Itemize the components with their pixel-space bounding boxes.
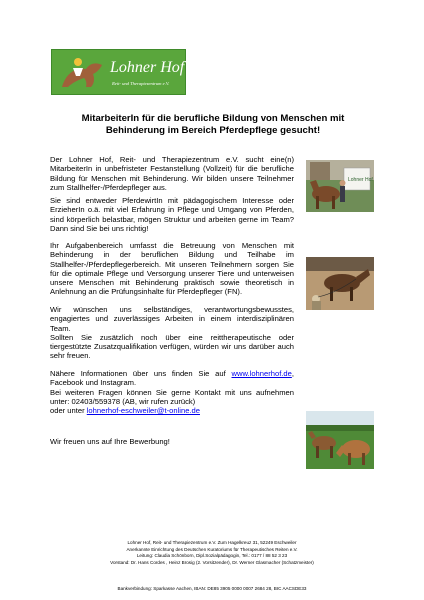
lohner-hof-logo	[51, 49, 186, 95]
website-link[interactable]: www.lohnerhof.de	[231, 369, 292, 378]
job-headline	[50, 113, 376, 137]
stable-horse-photo	[306, 160, 374, 212]
footer-bank-details: Bankverbindung: Sparkasse Aachen, IBAN: DE85 3905 0000 0007 2684 28, BIC AACSDE33	[117, 586, 307, 591]
footer-management: Leitung: Claudia Schönborn, Dipl.Sozialpädagogin, Tel.: 0177 / 88 52 3 23	[136, 553, 288, 559]
headline-line-1: MitarbeiterIn für die berufliche Bildung von Menschen mit	[81, 113, 345, 124]
footer-address: Lohner Hof, Reit- und Therapiezentrum e.V. Zum Hagelkreuz 31, 52249 Eschweiler	[127, 540, 297, 545]
paragraph-tasks: Ihr Aufgabenbereich umfasst die Betreuung von Menschen mit Behinderung in der beruflichen Bildung und Teilhabe im Stallhelfer-/Pferdepflegerbereich. Mit unseren Teilnehmern sorgen Sie für die optimale Pflege und Versorgung unserer Tiere und unterweisen unsere Menschen mit Behinderung praktisch sowie theoretisch in Anlehnung an die Prüfungsinhalte für Pferdepfleger (FN).	[50, 241, 294, 297]
email-link[interactable]: lohnerhof-eschweiler@t-online.de	[86, 406, 200, 416]
pasture-horses-photo	[306, 411, 374, 469]
email-prefix: oder unter	[50, 406, 87, 416]
horse-rider-logo-icon	[56, 53, 108, 93]
paragraph-profile: Sie sind entweder PferdewirtIn mit pädagogischem Interesse oder ErzieherIn o.ä. mit viel Erfahrung in Pflege und Umgang von Pferden, sind körperlich belastbar, mögen Struktur und arbeiten gerne im Team? Dann sind Sie bei uns richtig!	[50, 196, 294, 233]
paragraph-intro: Der Lohner Hof, Reit- und Therapiezentrum e.V. sucht eine(n) MitarbeiterIn in unbefristeter Festanstellung (Vollzeit) für die berufliche Bildung für Menschen mit Behinderung. Wir bilden unsere Teilnehmer zum Stallhelfer-/Pferdepfleger aus.	[50, 155, 294, 192]
footer-recognition: Anerkannte Einrichtung des Deutschen Kuratoriums für Therapeutisches Reiten e.V.	[126, 546, 298, 552]
arena-horse-photo	[306, 257, 374, 310]
closing-text: Wir freuen uns auf Ihre Bewerbung!	[50, 437, 170, 446]
contact-email-line	[50, 406, 294, 415]
footer-address-block	[40, 540, 384, 566]
logo-subtitle: Reit- und Therapiezentrum e.V.	[112, 81, 170, 86]
paragraph-contact	[50, 369, 294, 415]
logo-title: Lohner Hof	[110, 59, 185, 76]
paragraph-wishes	[50, 305, 294, 361]
contact-info-prefix: Nähere Informationen über uns finden Sie auf	[50, 369, 232, 378]
contact-info-line	[50, 369, 294, 388]
photo-sign-text: Lohner Hof	[348, 177, 373, 183]
qualification-text: Sollten Sie zusätzlich noch über eine reittherapeutische oder tiergestützte Zusatzqualifikation verfügen, würden wir uns darüber auch sehr freuen.	[50, 332, 294, 361]
footer-board: Vorstand: Dr. Hans Cordes , Heinz Brosig (2. Vorsitzender), Dr. Werner Glasmacher (Schatzmeister)	[110, 559, 314, 565]
headline-line-2: Behinderung im Bereich Pferdepflege gesucht!	[105, 125, 321, 136]
contact-info-suffix: , Facebook und Instagram.	[50, 369, 294, 388]
wishes-text: Wir wünschen uns selbständiges, verantwortungsbewusstes, engagiertes und zuverlässiges Arbeiten in einem interdisziplinären Team.	[50, 305, 294, 333]
contact-phone-line: Bei weiteren Fragen können Sie gerne Kontakt mit uns aufnehmen unter: 02403/559378 (AB, wir rufen zurück)	[50, 387, 294, 406]
